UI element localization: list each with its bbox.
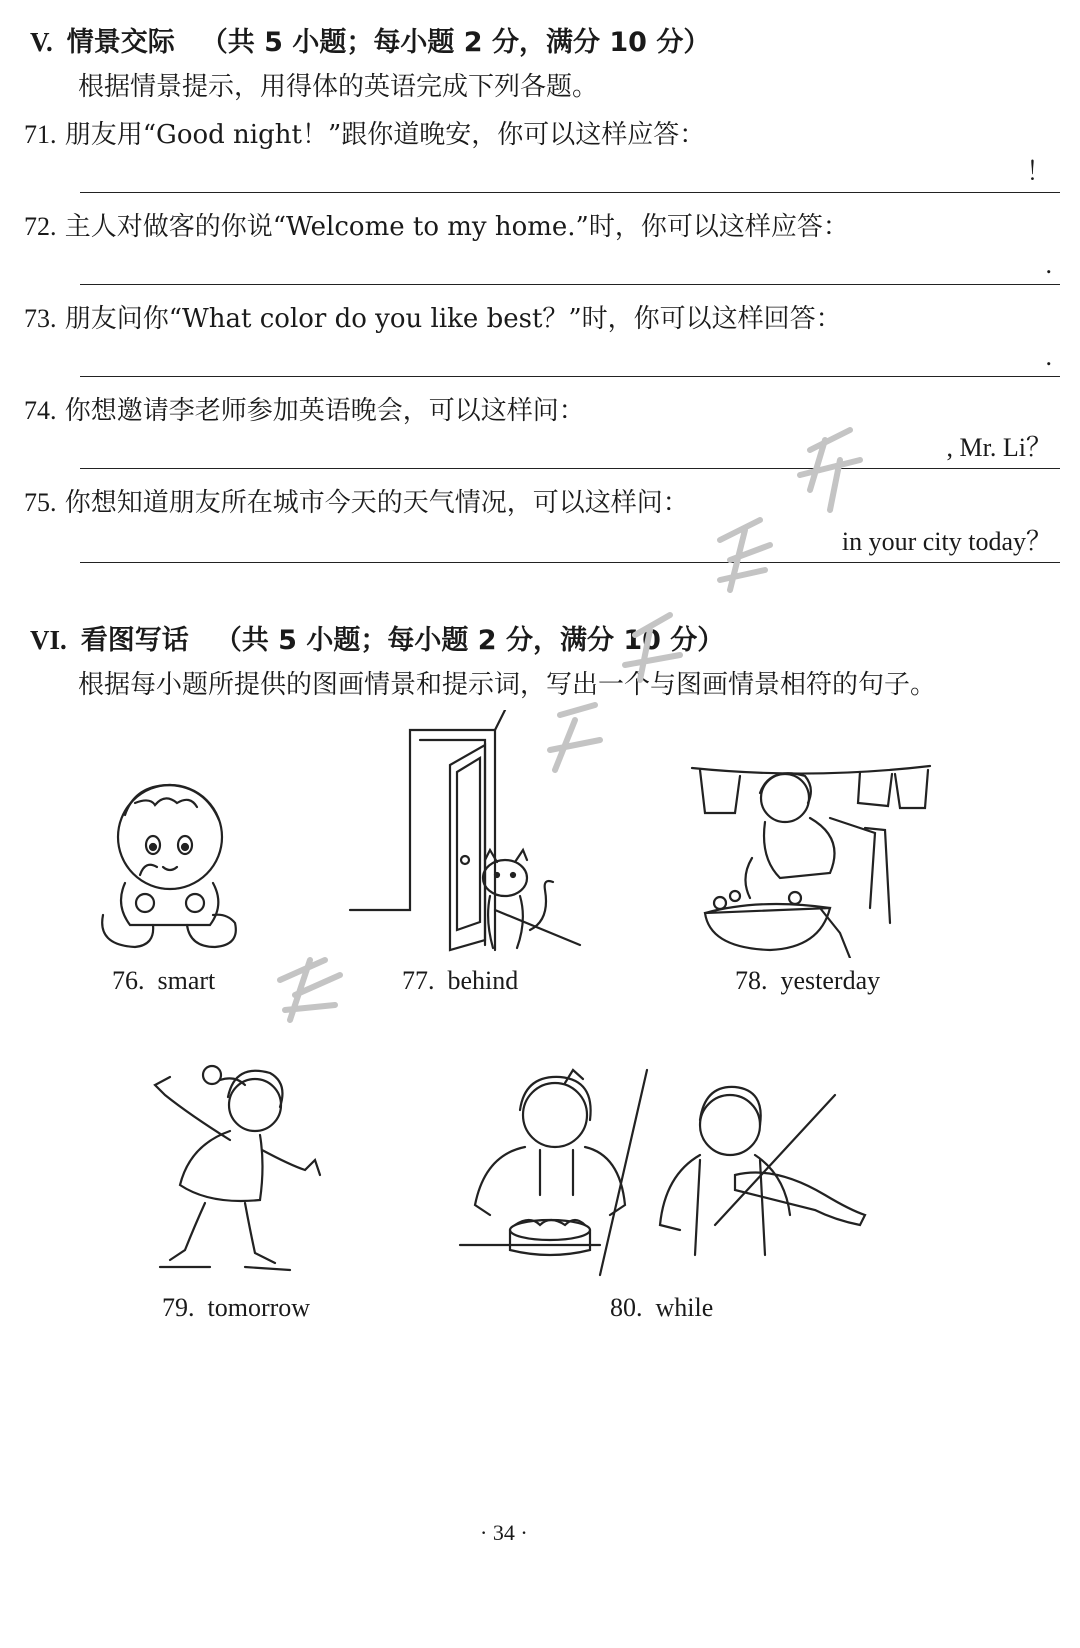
item-number: 78. [735, 966, 768, 995]
item-number: 76. [112, 966, 145, 995]
question-text: 朋友用“Good night！”跟你道晚安，你可以这样应答： [64, 120, 706, 150]
hint-word: while [655, 1293, 714, 1322]
answer-ending: . [1045, 342, 1052, 371]
section-5-instruction: 根据情景提示，用得体的英语完成下列各题。 [78, 72, 599, 102]
section-5-note: （共 5 小题；每小题 2 分，满分 10 分） [200, 27, 711, 58]
question-72 [24, 206, 849, 243]
item-number: 79. [162, 1293, 195, 1322]
question-text: 你想邀请李老师参加英语晚会，可以这样问： [64, 396, 585, 426]
hint-word: tomorrow [207, 1293, 311, 1322]
caption-80 [610, 1293, 713, 1323]
page-number: · 34 · [480, 1520, 528, 1545]
answer-line-72[interactable] [80, 240, 1060, 285]
hint-word: behind [447, 966, 519, 995]
item-number: 80. [610, 1293, 643, 1322]
section-5-numeral: V. [30, 27, 53, 57]
question-text: 你想知道朋友所在城市今天的天气情况，可以这样问： [64, 488, 689, 518]
answer-ending: ！ [1025, 157, 1052, 186]
section-6-numeral: VI. [30, 625, 67, 655]
caption-79 [162, 1293, 310, 1323]
girl-skating-icon [150, 1055, 325, 1280]
section-5-title: 情景交际 [66, 27, 175, 58]
answer-ending: , Mr. Li？ [946, 433, 1052, 462]
section-5-heading [30, 20, 710, 59]
item-number: 77. [402, 966, 435, 995]
watermark-graphic [250, 420, 890, 1060]
question-text: 主人对做客的你说“Welcome to my home.”时，你可以这样应答： [64, 212, 849, 242]
answer-ending: . [1045, 250, 1052, 279]
answer-line-73[interactable] [80, 332, 1060, 377]
question-number: 72. [24, 212, 57, 241]
question-number: 73. [24, 304, 57, 333]
caption-76 [112, 966, 215, 996]
girl-cake-boy-violin-icon [455, 1065, 875, 1280]
question-71 [24, 114, 705, 151]
section-6-instruction: 根据每小题所提供的图画情景和提示词，写出一个与图画情景相符的句子。 [78, 670, 937, 700]
question-text: 朋友问你“What color do you like best？”时，你可以这样回答： [64, 304, 842, 334]
section-6-title: 看图写话 [80, 625, 189, 656]
baby-icon [95, 775, 245, 955]
hint-word: yesterday [780, 966, 881, 995]
answer-ending: in your city today？ [841, 527, 1052, 556]
section-6-note: （共 5 小题；每小题 2 分，满分 10 分） [214, 625, 725, 656]
question-number: 74. [24, 396, 57, 425]
answer-line-71[interactable] [80, 148, 1060, 193]
question-number: 75. [24, 488, 57, 517]
question-number: 71. [24, 120, 57, 149]
question-73 [24, 298, 842, 335]
hint-word: smart [157, 966, 216, 995]
